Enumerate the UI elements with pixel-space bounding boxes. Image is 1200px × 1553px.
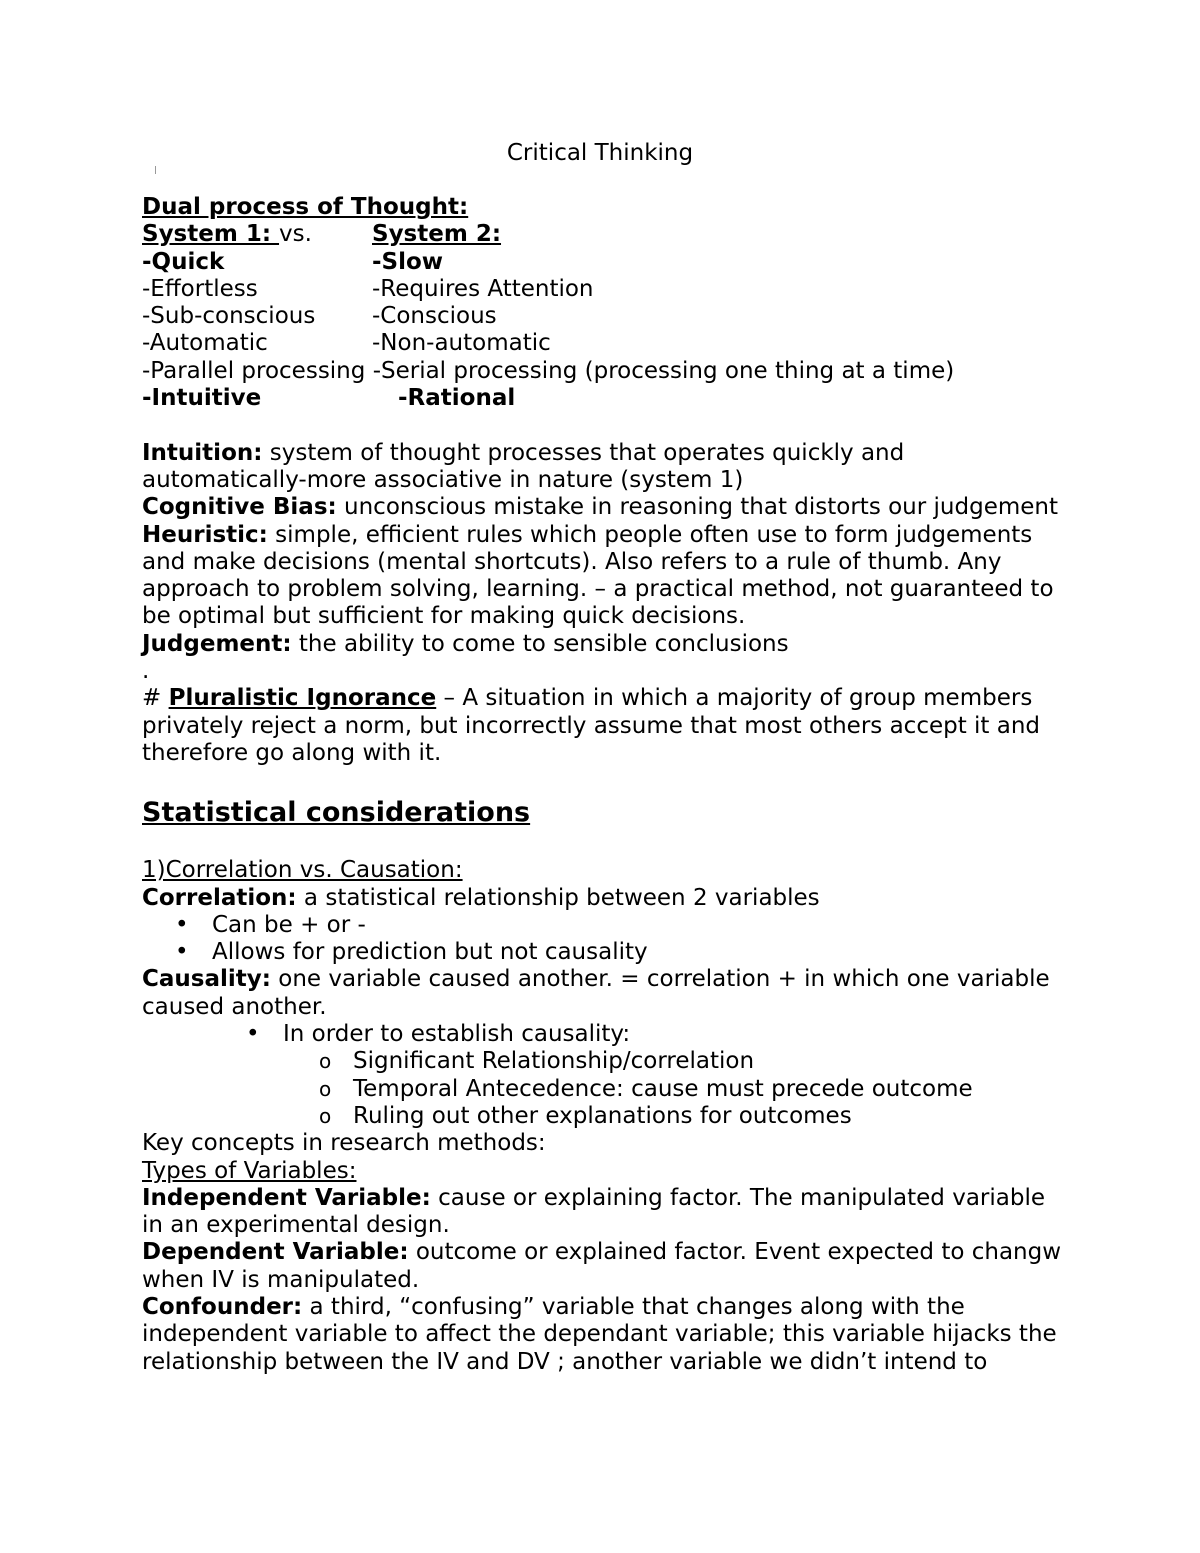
circle-marker: o: [319, 1103, 332, 1128]
list-item: [142, 1021, 1072, 1048]
definition-confounder: [142, 1294, 1072, 1376]
compare-row: [142, 249, 1072, 276]
system-2-label: System 2:: [372, 221, 502, 248]
system-2-trait: -Slow: [372, 248, 444, 275]
system-1-trait: -Quick: [142, 248, 225, 275]
bullet-marker: •: [175, 911, 189, 938]
compare-row: [142, 358, 1072, 385]
definition-independent-variable: [142, 1185, 1072, 1240]
list-item-text: In order to establish causality:: [283, 1021, 631, 1048]
document-title: Critical Thinking: [506, 140, 694, 166]
system-2-trait: -Rational: [398, 385, 516, 412]
circle-marker: o: [319, 1076, 332, 1101]
dual-process-heading: Dual process of Thought:: [142, 194, 469, 220]
definition-text: a statistical relationship between 2 variables: [296, 884, 820, 911]
system-1-trait: -Effortless: [142, 275, 258, 302]
system-1-label: System 1:: [142, 221, 280, 248]
list-item: [142, 1076, 1072, 1103]
definition-term: Heuristic:: [142, 521, 268, 548]
definition-text: unconscious mistake in reasoning that distorts our judgement: [336, 494, 1058, 521]
list-item-text: Temporal Antecedence: cause must precede outcome: [353, 1075, 973, 1102]
system-1-trait: -Sub-conscious: [142, 303, 316, 330]
definition-term: Dependent Variable:: [142, 1239, 409, 1266]
definition-term: Confounder:: [142, 1293, 303, 1320]
document-body: [142, 194, 1072, 1376]
compare-row: [142, 303, 1072, 330]
definition-causality: [142, 966, 1072, 1021]
vs-label: vs.: [279, 221, 312, 248]
types-of-variables-subheading: Types of Variables:: [142, 1157, 357, 1184]
definition-judgement: [142, 631, 1072, 658]
definition-term: Pluralistic Ignorance: [168, 685, 437, 712]
compare-row: [142, 385, 1072, 412]
correlation-causation-subheading: 1)Correlation vs. Causation:: [142, 857, 463, 884]
list-item-text: Allows for prediction but not causality: [212, 939, 648, 966]
list-item-text: Ruling out other explanations for outcomes: [353, 1102, 852, 1129]
list-item: [142, 939, 1072, 966]
definition-term: Intuition:: [142, 439, 263, 466]
circle-marker: o: [319, 1049, 332, 1074]
definition-intuition: [142, 440, 1072, 495]
system-2-trait: -Serial processing (processing one thing at a time): [372, 357, 955, 384]
statistical-considerations-heading: Statistical considerations: [142, 797, 531, 829]
definition-text: system of thought processes that operates quickly and automatically-more associative in nature (system 1): [142, 439, 905, 493]
definition-text: a third, “confusing” variable that changes along with the independent variable to affect the dependant variable; this variable hijacks the relationship between the IV and DV ; another variable we didn’t intend to: [142, 1293, 1057, 1375]
definition-term: Cognitive Bias:: [142, 494, 337, 521]
dot-line: .: [142, 658, 150, 685]
definition-term: Causality:: [142, 966, 271, 993]
definition-text: one variable caused another. = correlation + in which one variable caused another.: [142, 966, 1050, 1020]
page-margin-mark: [155, 166, 156, 174]
definition-pluralistic-ignorance: [142, 685, 1072, 767]
list-item-text: Significant Relationship/correlation: [353, 1048, 755, 1075]
definition-correlation: [142, 885, 1072, 912]
key-concepts-line: Key concepts in research methods:: [142, 1130, 546, 1157]
hash-mark: #: [142, 685, 169, 712]
list-item: [142, 912, 1072, 939]
system-2-trait: -Non-automatic: [372, 330, 551, 357]
list-item-text: Can be + or -: [212, 911, 366, 938]
system-1-trait: -Intuitive: [142, 385, 262, 412]
bullet-marker: •: [246, 1021, 260, 1048]
definition-text: simple, efficient rules which people often use to form judgements and make decisions (mental shortcuts). Also refers to a rule of thumb. Any approach to problem solving, learning. – a practical method, not guaranteed to be optimal but sufficient for making quick decisions.: [142, 521, 1054, 630]
definition-text: outcome or explained factor. Event expected to changw when IV is manipulated.: [142, 1239, 1062, 1293]
definition-heuristic: [142, 522, 1072, 631]
definition-cognitive-bias: [142, 494, 1072, 521]
bullet-marker: •: [175, 939, 189, 966]
definition-text: cause or explaining factor. The manipulated variable in an experimental design.: [142, 1184, 1045, 1239]
definition-term: Correlation:: [142, 884, 297, 911]
definition-text: – A situation in which a majority of group members privately reject a norm, but incorrectly assume that most others accept it and therefore go along with it.: [142, 685, 1041, 766]
definition-term: Judgement:: [142, 630, 292, 657]
system-2-trait: -Requires Attention: [372, 275, 594, 302]
list-item: [142, 1048, 1072, 1075]
system-header-row: [142, 221, 1072, 248]
compare-row: [142, 276, 1072, 303]
system-1-trait: -Automatic: [142, 330, 268, 357]
compare-row: [142, 330, 1072, 357]
list-item: [142, 1103, 1072, 1130]
definition-text: the ability to come to sensible conclusions: [291, 630, 789, 657]
definition-dependent-variable: [142, 1239, 1072, 1294]
system-2-trait: -Conscious: [372, 303, 497, 330]
definition-term: Independent Variable:: [142, 1184, 431, 1211]
system-1-trait: -Parallel processing: [142, 357, 373, 384]
